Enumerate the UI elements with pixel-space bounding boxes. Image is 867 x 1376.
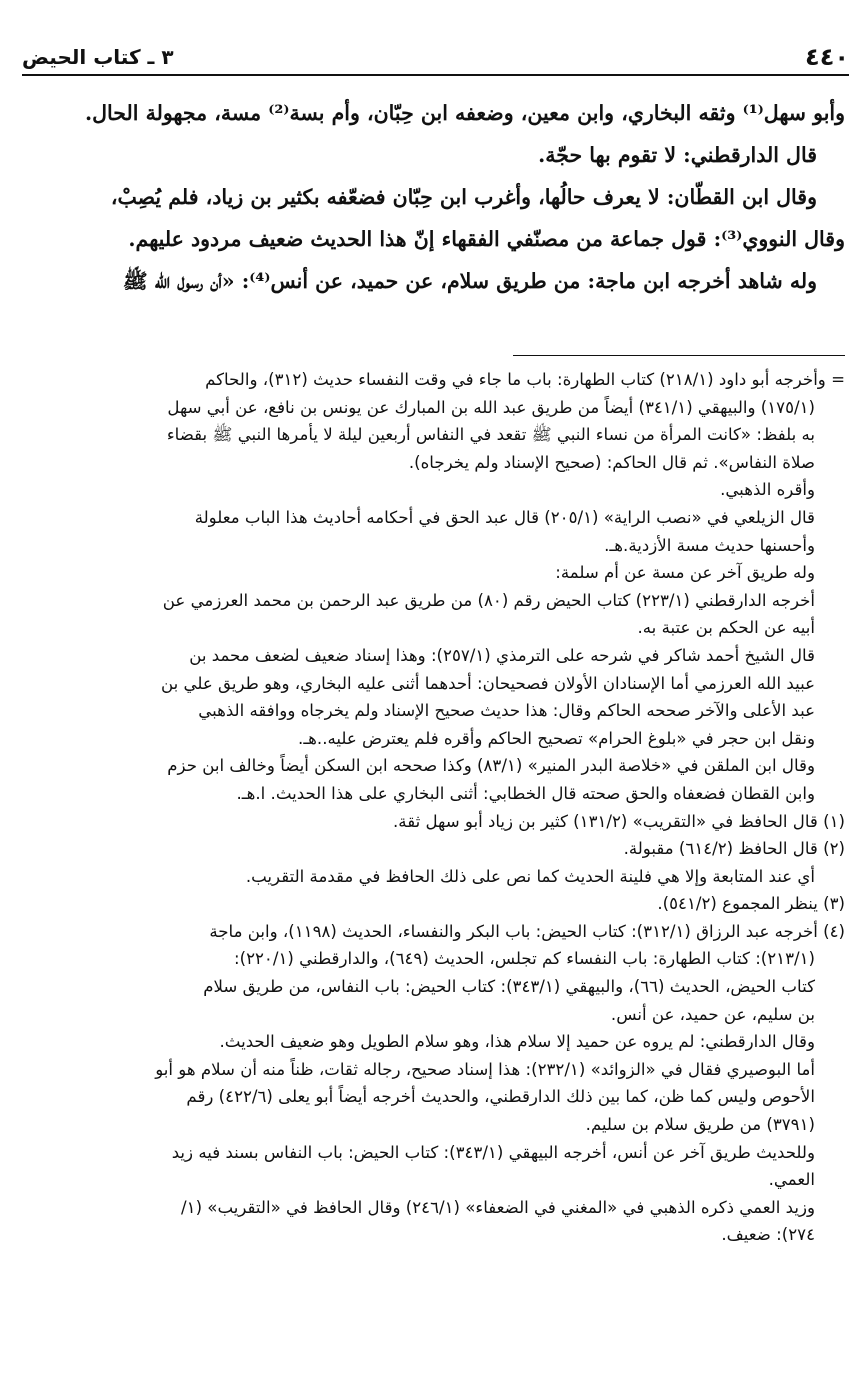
footnotes xyxy=(22,366,845,1249)
page-number: ٤٤٠ xyxy=(805,43,849,71)
footnote-line: وله طريق آخر عن مسة عن أم سلمة: xyxy=(555,563,815,583)
main-text xyxy=(22,92,845,302)
footnote-line: وأقره الذهبي. xyxy=(720,480,815,500)
footnote-line: به بلفظ: «كانت المرأة من نساء النبي ﷺ تقعد في النفاس أربعين ليلة لا يأمرها النبي ﷺ بقضاء xyxy=(166,425,815,445)
footnote-line: (٣٧٩١) من طريق سلام بن سليم. xyxy=(585,1115,815,1135)
footnote-line: أي عند المتابعة وإلا هي فلينة الحديث كما نص على ذلك الحافظ في مقدمة التقريب. xyxy=(245,866,815,886)
footnote-line: كتاب الحيض، الحديث (٦٦)، والبيهقي (٣٤٣/١): كتاب الحيض: باب النفاس، من طريق سلام xyxy=(203,977,815,997)
footnote-line: أما البوصيري فقال في «الزوائد» (٢٣٢/١): هذا إسناد صحيح، رجاله ثقات، ظناً منه أن سلام هو أبو xyxy=(155,1059,815,1079)
chapter-title: ٣ ـ كتاب الحيض xyxy=(22,45,174,69)
footnote-line: وقال الدارقطني: لم يروه عن حميد إلا سلام هذا، وهو سلام الطويل وهو ضعيف الحديث. xyxy=(219,1032,815,1052)
page-header xyxy=(22,40,849,76)
footnote-line: (٤) أخرجه عبد الرزاق (٣١٢/١): كتاب الحيض: باب البكر والنفساء، الحديث (١١٩٨)، وابن ماجة xyxy=(209,921,845,941)
footnote-line: ونقل ابن حجر في «بلوغ الحرام» تصحيح الحاكم وأقره فلم يعترض عليه..هـ. xyxy=(298,728,815,748)
footnote-line: (٣) ينظر المجموع (٥٤١/٢). xyxy=(657,894,845,914)
footnote-line: (١٧٥/١) والبيهقي (٣٤١/١) أيضاً من طريق عبد الله بن المبارك عن يونس بن نافع، عن أبي سهل xyxy=(167,397,815,417)
footnote-line: وللحديث طريق آخر عن أنس، أخرجه البيهقي (٣٤٣/١): كتاب الحيض: باب النفاس بسند فيه زيد xyxy=(171,1142,815,1162)
footnote-separator xyxy=(513,355,845,356)
main-paragraph: قال الدارقطني: لا تقوم بها حجّة. xyxy=(538,143,817,167)
footnote-line: صلاة النفاس». ثم قال الحاكم: (صحيح الإسناد ولم يخرجاه). xyxy=(408,452,815,472)
footnote-line: (٢١٣/١): كتاب الطهارة: باب النفساء كم تجلس، الحديث (٦٤٩)، والدارقطني (٢٢٠/١): xyxy=(234,949,815,969)
footnote-line: أخرجه الدارقطني (٢٢٣/١) كتاب الحيض رقم (٨٠) من طريق عبد الرحمن بن محمد العرزمي عن xyxy=(162,590,815,610)
footnote-line: وزيد العمي ذكره الذهبي في «المغني في الضعفاء» (٢٤٦/١) وقال الحافظ في «التقريب» (١/ xyxy=(181,1197,815,1217)
footnote-line: ٢٧٤): ضعيف. xyxy=(721,1225,815,1245)
footnote-line: عبيد الله العرزمي أما الإسنادان الأولان فصحيحان: أحدهما أثنى عليه البخاري، وهو طريق علي بن xyxy=(161,673,815,693)
footnote-line: (٢) قال الحافظ (٦١٤/٢) مقبولة. xyxy=(623,839,845,859)
footnote-line: عبد الأعلى والآخر صححه الحاكم وقال: هذا حديث صحيح الإسناد ولم يخرجاه ووافقه الذهبي xyxy=(198,701,815,721)
footnote-line: قال الشيخ أحمد شاكر في شرحه على الترمذي (٢٥٧/١): وهذا إسناد ضعيف لضعف محمد بن xyxy=(189,645,815,665)
footnote-line: قال الزيلعي في «نصب الراية» (٢٠٥/١) قال عبد الحق في أحكامه أحاديث هذا الباب معلولة xyxy=(194,507,815,527)
footnote-line: وأحسنها حديث مسة الأزدية.هـ. xyxy=(604,535,815,555)
main-paragraph: وأبو سهل⁽¹⁾ وثقه البخاري، وابن معين، وضعفه ابن حِبّان، وأم بسة⁽²⁾ مسة، مجهولة الحال. xyxy=(85,101,845,125)
footnote-line: الأحوص وليس كما ظن، كما بين ذلك الدارقطني، والحديث أخرجه أيضاً أبو يعلى (٤٢٢/٦) رقم xyxy=(186,1087,815,1107)
footnote-line: وقال ابن الملقن في «خلاصة البدر المنير» (٨٣/١) وكذا صححه ابن السكن أيضاً وخالف ابن حزم xyxy=(167,756,815,776)
footnote-line: (١) قال الحافظ في «التقريب» (١٣١/٢) كثير بن زياد أبو سهل ثقة. xyxy=(393,811,845,831)
footnote-line: العمي. xyxy=(768,1170,815,1190)
footnote-line: أبيه عن الحكم بن عتبة به. xyxy=(637,618,815,638)
main-paragraph: وقال النووي⁽³⁾: قول جماعة من مصنّفي الفقهاء إنّ هذا الحديث ضعيف مردود عليهم. xyxy=(128,227,845,251)
footnote-line: = وأخرجه أبو داود (٢١٨/١) كتاب الطهارة: باب ما جاء في وقت النفساء حديث (٣١٢)، والحاكم xyxy=(205,370,845,389)
main-paragraph: وقال ابن القطّان: لا يعرف حالُها، وأغرب ابن حِبّان فضعّفه بكثير بن زياد، فلم يُصِبْ، xyxy=(110,185,817,209)
main-paragraph: وله شاهد أخرجه ابن ماجة: من طريق سلام، عن حميد، عن أنس⁽⁴⁾: «أن رسول الله ﷺ xyxy=(122,269,817,293)
footnote-line: وابن القطان فضعفاه والحق صحته قال الخطابي: أثنى البخاري على هذا الحديث. ا.هـ. xyxy=(236,783,815,803)
footnote-line: بن سليم، عن حميد، عن أنس. xyxy=(610,1004,815,1024)
